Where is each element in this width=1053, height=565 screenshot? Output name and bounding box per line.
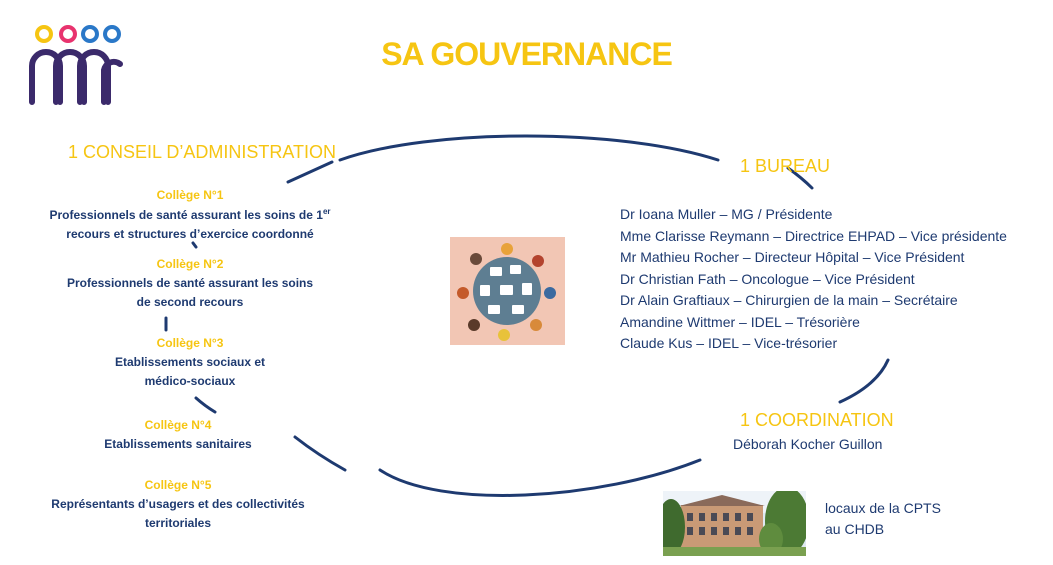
college-3-line2: médico-sociaux — [144, 374, 236, 388]
college-4-label: Collège N°4 — [144, 418, 212, 432]
college-3-line1: Etablissements sociaux et — [114, 355, 266, 369]
bureau-member: Amandine Wittmer – IDEL – Trésorière — [620, 313, 860, 330]
bureau-member: Mme Clarisse Reymann – Directrice EHPAD – Vice présidente — [620, 227, 1007, 244]
page-title: SA GOUVERNANCE — [381, 36, 672, 72]
college-4-desc — [28, 435, 328, 454]
coordination-name: Déborah Kocher Guillon — [733, 436, 883, 452]
locaux-line2: au CHDB — [825, 521, 885, 537]
bureau-member: Dr Christian Fath – Oncologue – Vice Président — [620, 270, 915, 287]
college-1-desc — [20, 206, 360, 244]
college-5-desc — [8, 495, 348, 533]
building-photo — [663, 491, 806, 556]
college-1-label: Collège N°1 — [156, 188, 224, 202]
college-2-line2: de second recours — [136, 295, 244, 309]
arc-top — [340, 136, 718, 160]
college-1-line1: Professionnels de santé assurant les soins de 1 — [49, 208, 323, 222]
bureau-member: Dr Ioana Muller – MG / Présidente — [620, 206, 833, 222]
bureau-member-list — [620, 204, 1007, 355]
bureau-member: Mr Mathieu Rocher – Directeur Hôpital – Vice Président — [620, 249, 965, 265]
college-2-line1: Professionnels de santé assurant les soins — [66, 276, 314, 290]
college-4-line1: Etablissements sanitaires — [104, 437, 252, 451]
college-1-line2: recours et structures d’exercice coordonné — [66, 227, 314, 241]
locaux-line1: locaux de la CPTS — [825, 500, 941, 516]
college-1-sup: er — [322, 207, 331, 216]
locaux-caption — [825, 498, 941, 540]
meeting-table-illustration — [450, 237, 565, 345]
college-3-label: Collège N°3 — [156, 336, 224, 350]
college-3-desc — [40, 353, 340, 391]
college-5-line1: Représentants d’usagers et des collectivités — [51, 497, 305, 511]
arc-left-3 — [196, 398, 215, 412]
college-2-label: Collège N°2 — [156, 257, 224, 271]
bureau-member: Dr Alain Graftiaux – Chirurgien de la main – Secrétaire — [620, 292, 958, 308]
bureau-heading: 1 BUREAU — [740, 156, 831, 176]
college-5-line2: territoriales — [144, 516, 212, 530]
arc-right — [840, 360, 888, 402]
arc-bottom-right — [380, 460, 700, 495]
college-2-desc — [20, 274, 360, 312]
coordination-heading: 1 COORDINATION — [740, 410, 894, 430]
college-5-label: Collège N°5 — [144, 478, 212, 492]
bureau-member: Claude Kus – IDEL – Vice-trésorier — [620, 335, 838, 351]
arc-top-left — [288, 162, 332, 182]
conseil-heading: 1 CONSEIL D’ADMINISTRATION — [68, 142, 337, 162]
